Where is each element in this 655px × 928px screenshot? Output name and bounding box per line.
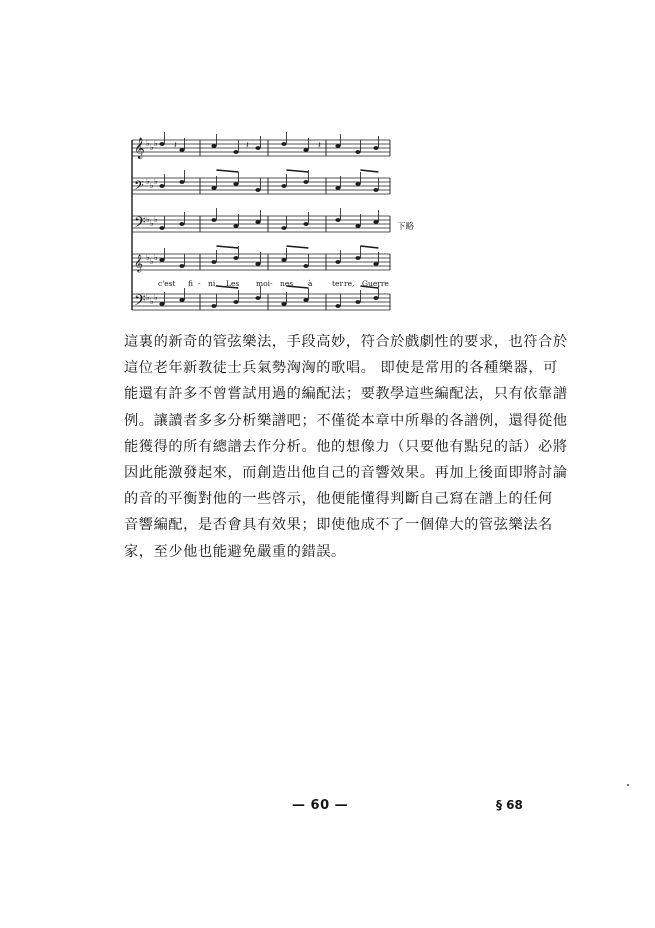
note-head <box>281 258 286 262</box>
note-head <box>281 302 286 306</box>
text-line: 能還有許多不曾嘗試用過的編配法；要教學這些編配法，只有依靠譜 <box>124 386 568 403</box>
note-head <box>255 220 260 224</box>
lyric-syllable: Guerre <box>362 279 389 288</box>
section-mark: § 68 <box>496 798 523 812</box>
flat-icon: ♭ <box>146 139 150 148</box>
clef-icon: 𝄢 <box>134 214 146 235</box>
flat-icon: ♭ <box>150 181 154 190</box>
rest-icon: 𝄽 <box>246 141 249 151</box>
lyric-syllable: moi <box>256 279 271 288</box>
clef-icon: 𝄢 <box>134 292 146 313</box>
note-head <box>233 300 238 304</box>
text-line: 的音的平衡對他的一些啓示，他便能懂得判斷自己寫在譜上的任何 <box>124 491 553 508</box>
note-head <box>355 256 360 260</box>
note-head <box>179 298 184 302</box>
lyric-syllable: ter <box>332 279 344 288</box>
page-number: — 60 — <box>292 798 349 813</box>
note-head <box>233 224 238 228</box>
lyric-syllable: - <box>198 279 201 288</box>
flat-icon: ♭ <box>146 177 150 186</box>
note-beam <box>360 246 378 248</box>
lyric-syllable: à <box>308 279 313 288</box>
note-head <box>335 218 340 222</box>
text-line: 能獲得的所有總譜去作分析。他的想像力（只要他有點兒的話）必將 <box>124 438 568 455</box>
note-head <box>373 146 378 150</box>
clef-icon: 𝄢 <box>134 178 144 196</box>
lyric-syllable: re, <box>344 279 355 288</box>
note-head <box>255 262 260 266</box>
note-head <box>179 264 184 268</box>
flat-icon: ♭ <box>150 143 154 152</box>
flat-icon: ♭ <box>146 293 150 302</box>
rest-icon: 𝄽 <box>174 141 177 151</box>
note-head <box>303 180 308 184</box>
note-head <box>303 264 308 268</box>
flat-icon: ♭ <box>154 215 158 224</box>
flat-icon: ♭ <box>154 253 158 262</box>
body-text <box>124 329 568 565</box>
note-head <box>255 188 260 192</box>
note-head <box>303 222 308 226</box>
lyric-syllable: c'est <box>158 279 176 288</box>
text-line: 這裏的新奇的管弦樂法，手段高妙，符合於戲劇性的要求，也符合於 <box>124 334 568 350</box>
note-head <box>233 182 238 186</box>
note-beam <box>286 170 308 172</box>
clef-icon: 𝄞 <box>134 254 143 272</box>
lyric-syllable: Les <box>226 279 240 288</box>
note-head <box>255 296 260 300</box>
note-head <box>179 222 184 226</box>
note-head <box>159 302 164 306</box>
text-line: 這位老年新教徒士兵氣勢洶洶的歌唱。 即使是常用的各種樂器，可 <box>124 360 558 377</box>
note-head <box>303 298 308 302</box>
flat-icon: ♭ <box>150 219 154 228</box>
note-head <box>373 220 378 224</box>
flat-icon: ♭ <box>146 215 150 224</box>
note-head <box>211 144 216 148</box>
flat-icon: ♭ <box>150 257 154 266</box>
text-line: 例。讓讀者多多分析樂譜吧；不僅從本章中所舉的各譜例，還得從他 <box>124 412 568 429</box>
flat-icon: ♭ <box>154 293 158 302</box>
note-beam <box>360 170 378 172</box>
text-line: 家，至少他也能避免嚴重的錯誤。 <box>124 543 346 560</box>
flat-icon: ♭ <box>154 177 158 186</box>
note-head <box>373 262 378 266</box>
note-head <box>281 226 286 230</box>
rest-icon: 𝄽 <box>318 141 321 151</box>
note-head <box>159 142 164 146</box>
clef-icon: 𝄞 <box>134 138 145 159</box>
music-score-excerpt <box>118 118 418 328</box>
note-head <box>211 260 216 264</box>
flat-icon: ♭ <box>150 297 154 306</box>
note-head <box>159 184 164 188</box>
speck-mark <box>627 784 629 786</box>
note-head <box>211 186 216 190</box>
note-beam <box>286 246 308 248</box>
lyric-syllable: - <box>270 279 273 288</box>
text-line: 因此能激發起來，而創造出他自己的音響效果。再加上後面即將討論 <box>124 464 568 481</box>
note-head <box>373 188 378 192</box>
lyric-syllable: nes <box>280 279 294 288</box>
note-head <box>179 180 184 184</box>
note-head <box>233 256 238 260</box>
note-head <box>335 260 340 264</box>
note-head <box>255 146 260 150</box>
note-head <box>179 148 184 152</box>
note-head <box>335 144 340 148</box>
note-head <box>211 218 216 222</box>
note-head <box>355 224 360 228</box>
note-head <box>335 186 340 190</box>
note-head <box>159 226 164 230</box>
note-head <box>233 150 238 154</box>
note-head <box>355 300 360 304</box>
note-head <box>355 150 360 154</box>
note-head <box>355 182 360 186</box>
lyric-syllable: fi <box>188 279 194 288</box>
note-head <box>281 142 286 146</box>
lyric-syllable: ni, <box>208 279 218 288</box>
note-head <box>335 304 340 308</box>
note-head <box>303 148 308 152</box>
note-head <box>281 184 286 188</box>
note-beam <box>216 170 238 172</box>
flat-icon: ♭ <box>146 253 150 262</box>
score-margin-note: 下略 <box>397 222 415 232</box>
note-head <box>159 258 164 262</box>
note-head <box>373 296 378 300</box>
note-head <box>211 304 216 308</box>
note-beam <box>216 246 238 248</box>
flat-icon: ♭ <box>154 139 158 148</box>
text-line: 音響編配，是否會具有效果；即使他成不了一個偉大的管弦樂法名 <box>124 517 553 534</box>
